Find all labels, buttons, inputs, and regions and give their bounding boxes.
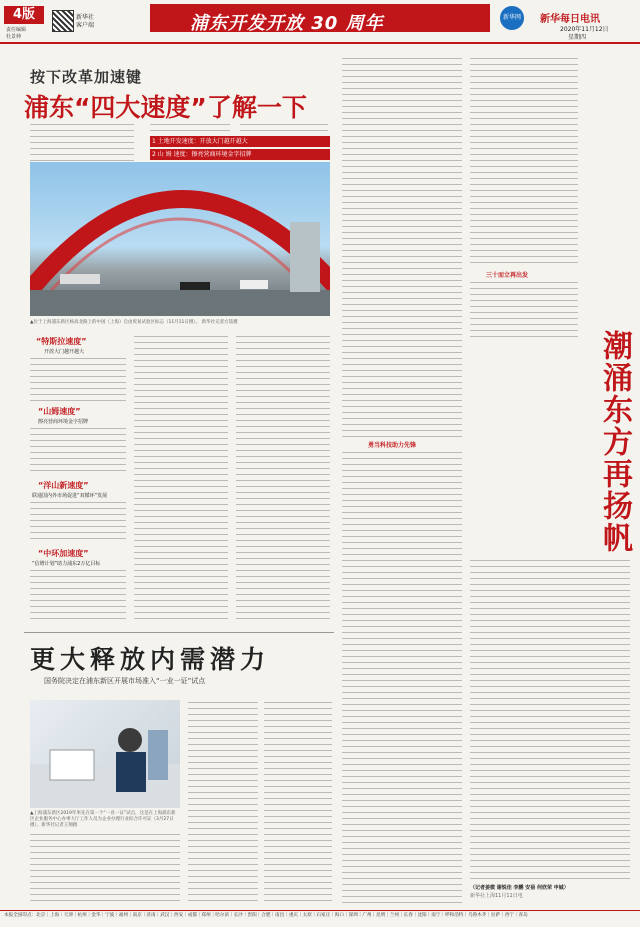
gate-illustration [30, 162, 330, 316]
subhead-zhonghuan: “中环加速度” [38, 549, 89, 558]
banner-title: 浦东开发开放 30 周年 [190, 13, 384, 34]
editor-name: 杜景伸 [6, 34, 22, 40]
app-sub: 客户端 [76, 22, 95, 29]
right-body-col1-b [342, 452, 462, 908]
xinhua-logo-icon: 新华网 [500, 6, 524, 30]
lower-deck: 国务院决定在浦东新区开展市场准入“一业一证”试点 [44, 677, 206, 685]
right-body-col1 [342, 58, 462, 438]
lower-photo [30, 700, 180, 808]
lower-headline: 更大释放内需潜力 [30, 645, 271, 674]
subhead-yangshan-sub: 联通国内外市场促进“双循环”发展 [32, 493, 108, 499]
lower-separator [24, 632, 334, 633]
right-body-col2 [470, 58, 578, 268]
main-photo-caption: ▲位于上海浦东新区杨高北路上的中国（上海）自由贸易试验区标志（11月11日摄）。 新华社记者方喆摄 [30, 320, 238, 325]
issue-weekday: 星期四 [568, 34, 587, 41]
qr-code-icon [52, 10, 74, 32]
highlight-item: 2 山 姆 速度：擦亮营商环境金字招牌 [150, 149, 330, 160]
footer-cities: 本报全国印点：北京｜上海｜天津｜杭州｜金华｜宁波｜福州｜南京｜济南｜武汉｜西安｜成都｜郑州｜哈尔滨｜长沙｜贵阳｜合肥｜南昌｜重庆｜太原｜石家庄｜海口｜深圳｜广州｜昆明｜兰州｜长春｜沈阳｜南宁｜呼和浩特｜乌鲁木齐｜拉萨｜西宁｜青岛 [4, 913, 528, 918]
body-col1-c [30, 502, 126, 544]
subhead-sams: “山姆速度” [38, 407, 81, 416]
right-body-col2-c [470, 560, 630, 880]
main-photo [30, 162, 330, 316]
highlight-item: 1 土地开发速度：开放大门越开越大 [150, 136, 330, 147]
lower-body-col2 [188, 702, 258, 906]
main-col3-top [240, 124, 328, 134]
lower-body-col3 [264, 702, 332, 906]
lower-photo-caption: ▲上海浦东新区2019年率先在第一个“一业一证”试点，这是在上海浦东新区企业服务中心办事大厅工作人员为企业办理行业综合许可证（3月27日摄）。新华社记者王翔摄 [30, 811, 176, 828]
body-col1-d [30, 570, 126, 622]
right-body-col2-b [470, 282, 578, 342]
right-subhead-2: 三十而立再出发 [486, 272, 529, 279]
subhead-sams-sub: 擦亮营商环境金字招牌 [38, 419, 89, 425]
body-col2 [134, 336, 228, 622]
right-subhead-1: 勇当科技助力先锋 [368, 442, 417, 449]
page-header [0, 0, 640, 44]
lower-body-col1 [30, 834, 180, 906]
main-col2-top [150, 124, 230, 134]
issue-date: 2020年11月12日 [560, 26, 609, 33]
right-headline: 潮涌东方再扬帆 [597, 330, 632, 554]
footer-line [0, 910, 640, 911]
app-name: 新华社 [76, 14, 95, 21]
right-byline: （记者姜微 谢锐佳 李鹏 安蓓 何欣荣 申铖） [470, 885, 569, 891]
paper-name: 新华每日电讯 [540, 14, 600, 25]
body-col3 [236, 336, 330, 622]
office-scene-illustration [30, 700, 180, 808]
body-col1-a [30, 358, 126, 402]
body-col1-b [30, 428, 126, 476]
main-lead-text [30, 124, 134, 164]
main-headline: 浦东“四大速度”了解一下 [24, 93, 307, 122]
subhead-yangshan: “洋山新速度” [38, 481, 89, 490]
main-kicker: 按下改革加速键 [30, 68, 143, 86]
page-number-badge: 4版 [4, 6, 44, 24]
subhead-zhonghuan-sub: “信增计划”助力浦东2万亿目标 [32, 561, 101, 567]
subhead-tesla: “特斯拉速度” [36, 337, 87, 346]
editor-label: 责任编辑 [6, 27, 27, 33]
right-credit: 新华社上海11月11日电 [470, 893, 523, 899]
subhead-tesla-sub: 开放大门越开越大 [44, 349, 85, 355]
